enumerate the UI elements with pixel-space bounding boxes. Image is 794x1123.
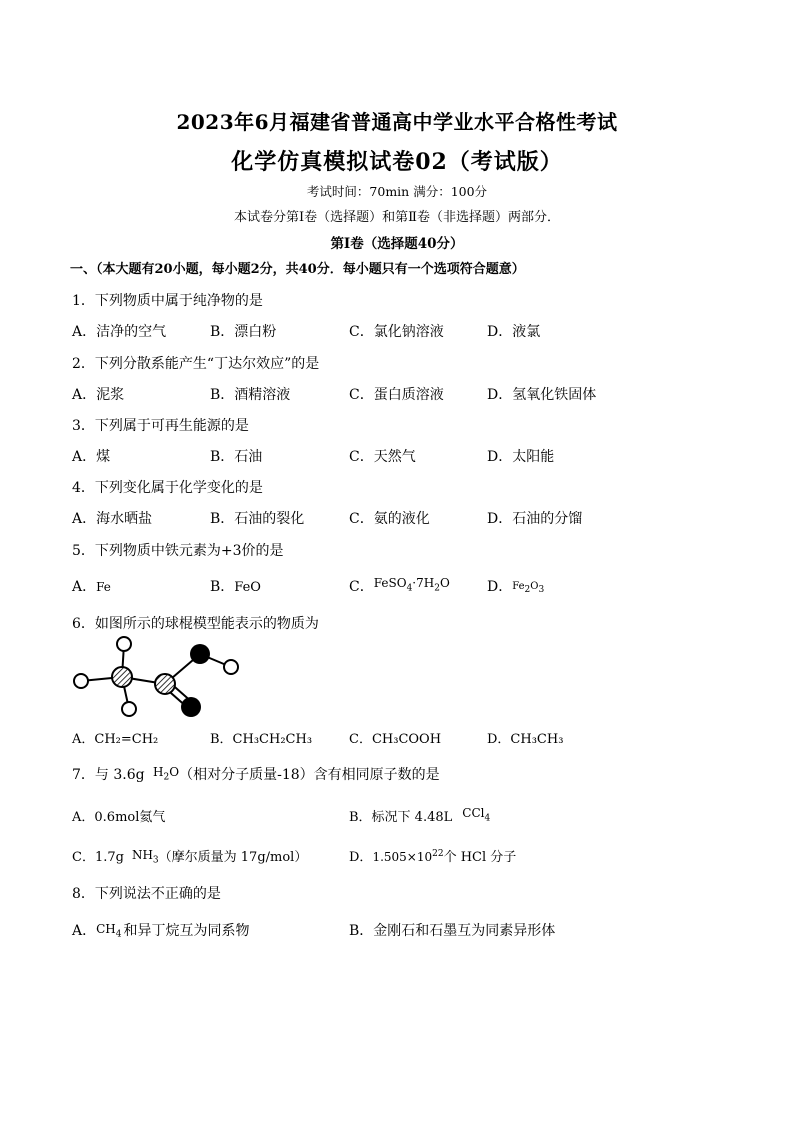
formula-part: ·7H: [412, 576, 435, 590]
option-a: A．泥浆: [72, 387, 125, 403]
formula-number: [372, 850, 443, 864]
exam-subtitle: 化学仿真模拟试卷02（考试版）: [231, 149, 563, 175]
option-c: C．CH₃COOH: [349, 732, 442, 747]
formula-sub: 2: [163, 772, 170, 783]
option-text: 个 HCl 分子: [443, 850, 517, 865]
exam-intro: 本试卷分第Ⅰ卷（选择题）和第Ⅱ卷（非选择题）两部分．: [234, 210, 560, 225]
part-heading: 第Ⅰ卷（选择题40分）: [330, 236, 464, 252]
formula-sub: 2: [434, 583, 440, 594]
option-c: C．氨的液化: [349, 511, 430, 527]
option-label: A．: [72, 923, 97, 939]
formula-fe2o3: [512, 581, 545, 595]
hydrogen-atom: [117, 637, 131, 651]
option-label: A．: [72, 579, 97, 595]
option-b: B．CH₃CH₂CH₃: [210, 732, 313, 747]
oxygen-atom: [181, 697, 201, 717]
question-4-stem: 4．下列变化属于化学变化的是: [72, 480, 263, 496]
question-3-stem: 3．下列属于可再生能源的是: [72, 418, 249, 434]
option-text: D．: [349, 850, 373, 865]
exam-title: 2023年6月福建省普通高中学业水平合格性考试: [176, 110, 618, 134]
option-d: D．氢氧化铁固体: [487, 387, 597, 403]
option-a: A．海水晒盐: [72, 511, 153, 527]
formula-sub: 4: [484, 813, 491, 824]
option-d: D．石油的分馏: [487, 511, 583, 527]
formula-feo: FeO: [234, 580, 261, 595]
option-c: [72, 846, 307, 867]
option-c: C．天然气: [349, 449, 416, 465]
option-c: C．蛋白质溶液: [349, 387, 444, 403]
formula-part: O: [439, 576, 450, 590]
option-text: C．1.7g: [72, 850, 124, 865]
formula-part: Fe: [512, 581, 525, 592]
hydrogen-atom: [224, 660, 238, 674]
formula-part: 1.505×10: [372, 850, 433, 864]
stem-text: 7．与 3.6g: [72, 767, 145, 783]
option-a: A．CH₂=CH₂: [72, 732, 159, 747]
option-c: C．氯化钠溶液: [349, 324, 444, 340]
carbon-atom: [155, 674, 175, 694]
option-d: D．太阳能: [487, 449, 555, 465]
option-d: D．CH₃CH₃: [487, 732, 564, 747]
formula-sub: 4: [406, 583, 413, 594]
option-b: B．漂白粉: [210, 324, 277, 340]
section-heading: 一、（本大题有20小题，每小题2分，共40分．每小题只有一个选项符合题意）: [70, 262, 525, 277]
option-d: D．液氯: [487, 324, 541, 340]
formula-nh3: [131, 848, 159, 866]
hydrogen-atom: [74, 674, 88, 688]
option-a: [72, 920, 250, 941]
question-8-stem: 8．下列说法不正确的是: [72, 886, 221, 902]
option-b: B．酒精溶液: [210, 387, 291, 403]
option-b: [349, 806, 490, 827]
formula-fe: Fe: [96, 580, 111, 594]
option-text: （摩尔质量为 17g/mol）: [158, 850, 308, 865]
oxygen-atom: [190, 644, 210, 664]
formula-h2o: [153, 765, 180, 783]
formula-ch4: [96, 922, 122, 940]
option-label: D．: [487, 579, 513, 595]
formula-part: O: [530, 581, 539, 592]
option-b: B．石油: [210, 449, 263, 465]
question-1-stem: 1．下列物质中属于纯净物的是: [72, 293, 263, 309]
formula-sub: 3: [538, 585, 545, 595]
formula-part: CH: [96, 922, 116, 936]
question-6-stem: 6．如图所示的球棍模型能表示的物质为: [72, 616, 319, 632]
formula-sub: 2: [524, 585, 531, 595]
question-5-stem: 5．下列物质中铁元素为+3价的是: [72, 543, 284, 559]
option-b: [210, 576, 261, 596]
option-b: B．金刚石和石墨互为同素异形体: [349, 923, 556, 939]
formula-part: H: [153, 765, 164, 779]
option-label: B．: [210, 579, 235, 595]
option-a: A．洁净的空气: [72, 324, 167, 340]
option-d: [349, 846, 516, 865]
option-text: B．标况下 4.48L: [349, 810, 453, 825]
option-b: B．石油的裂化: [210, 511, 305, 527]
formula-sub: 4: [115, 929, 122, 940]
ball-and-stick-model-image: [66, 634, 246, 724]
option-d: [487, 576, 544, 597]
formula-part: CCl: [462, 806, 485, 820]
option-a: [72, 576, 111, 596]
stem-text: （相对分子质量-18）含有相同原子数的是: [179, 767, 440, 783]
exam-meta: 考试时间：70min 满分：100分: [306, 184, 488, 199]
formula-sup: 22: [432, 849, 444, 859]
formula-feso4-7h2o: [373, 576, 450, 594]
question-7-stem: [72, 764, 440, 785]
carbon-atom: [112, 667, 132, 687]
hydrogen-atom: [122, 702, 136, 716]
formula-ccl4: [462, 806, 491, 824]
question-2-stem: 2．下列分散系能产生“丁达尔效应”的是: [72, 356, 320, 372]
formula-part: O: [169, 765, 180, 779]
option-c: [349, 576, 450, 597]
option-a: A．0.6mol氦气: [72, 810, 166, 825]
option-text: 和异丁烷互为同系物: [123, 923, 250, 939]
option-label: C．: [349, 579, 374, 595]
formula-part: FeSO: [373, 576, 407, 590]
formula-part: NH: [131, 848, 153, 862]
formula-sub: 3: [152, 855, 159, 866]
option-a: A．煤: [72, 449, 111, 465]
